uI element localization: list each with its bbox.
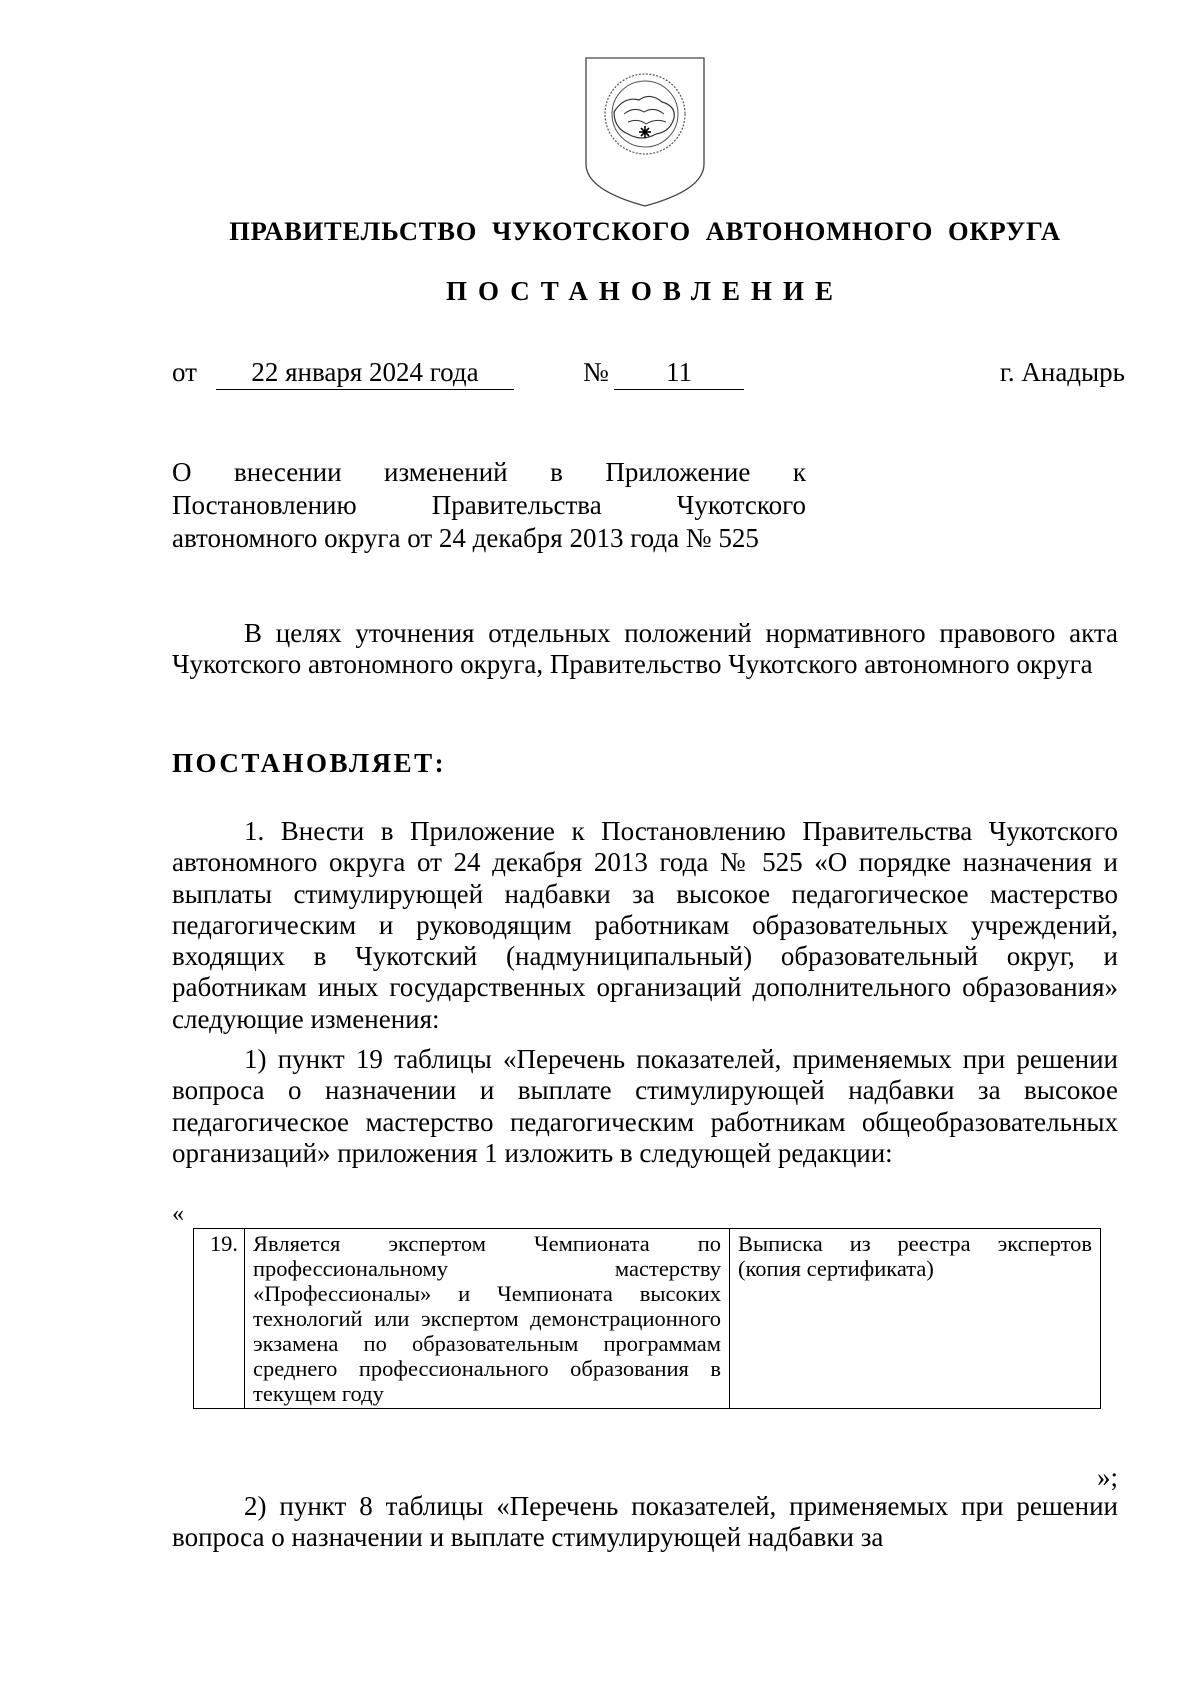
- item-1-paragraph: 1. Внести в Приложение к Постановлению Правительства Чукотского автономного округа от 24 декабря 2013 года № 525 «О порядке назначения и выплаты стимулирующей надбавки за высокое педагогическое мастерство педагогическим и руководящим работникам образовательных учреждений, входящих в Чукотский (надмуниципальный) образовательный округ, и работникам иных государственных организаций дополнительного образования» следующие изменения:: [172, 816, 1118, 1034]
- subject-line: Постановлению Правительства Чукотского: [172, 490, 806, 520]
- document-date: 22 января 2024 года: [216, 355, 514, 390]
- amendment-table: [193, 1228, 1101, 1409]
- subject-line: О внесении изменений в Приложение к: [172, 457, 806, 487]
- indicator-cell: Является экспертом Чемпионата по профессиональному мастерству «Профессионалы» и Чемпионата высоких технологий или экспертом демонстрационного экзамена по образовательным программам среднего профессионального образования в текущем году: [245, 1229, 730, 1409]
- quote-close: »;: [1096, 1462, 1118, 1492]
- subject-line: автономного округа от 24 декабря 2013 года № 525: [172, 523, 759, 553]
- number-label: №: [583, 357, 609, 387]
- subitem-1-paragraph: 1) пункт 19 таблицы «Перечень показателей, применяемых при решении вопроса о назначении и выплате стимулирующей надбавки за высокое педагогическое мастерство педагогическим работникам общеобразовательных организаций» приложения 1 изложить в следующей редакции:: [172, 1044, 1118, 1168]
- subitem-2-paragraph: 2) пункт 8 таблицы «Перечень показателей, применяемых при решении вопроса о назначении и выплате стимулирующей надбавки за: [172, 1491, 1118, 1553]
- document-city: г. Анадырь: [999, 357, 1125, 387]
- chukotka-coat-of-arms-icon: [584, 56, 706, 208]
- date-label: от: [172, 357, 197, 387]
- document-subject: [172, 456, 806, 555]
- organization-title: ПРАВИТЕЛЬСТВО ЧУКОТСКОГО АВТОНОМНОГО ОКРУГА: [229, 216, 1061, 246]
- table-row: [194, 1229, 1101, 1409]
- document-number: 11: [614, 355, 744, 390]
- preamble-paragraph: В целях уточнения отдельных положений нормативного правового акта Чукотского автономного округа, Правительство Чукотского автономного округа: [172, 618, 1118, 680]
- decree-word: ПОСТАНОВЛЯЕТ:: [172, 748, 447, 778]
- document-cell: Выписка из реестра экспертов (копия сертификата): [730, 1229, 1101, 1409]
- document-type: ПОСТАНОВЛЕНИЕ: [445, 276, 845, 306]
- row-number: 19.: [194, 1229, 245, 1409]
- quote-open: «: [172, 1201, 184, 1227]
